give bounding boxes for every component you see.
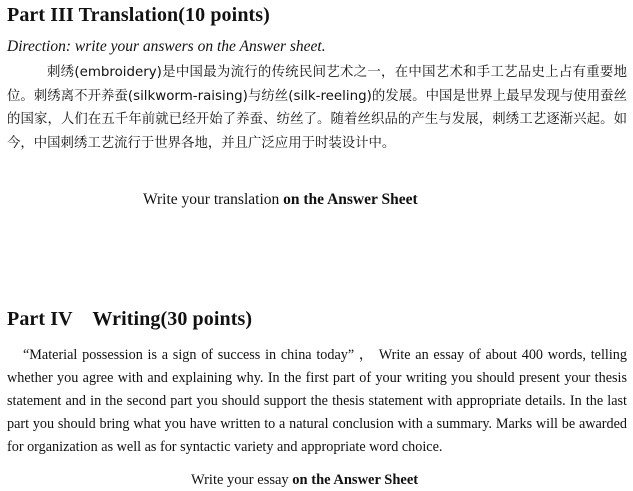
part3-answer-sheet-emphasis: on the Answer Sheet [283, 191, 418, 208]
part3-heading: Part III Translation(10 points) [7, 4, 270, 26]
part3-answer-instruction [143, 191, 418, 209]
part4-answer-instruction [191, 472, 418, 489]
part3-direction: Direction: write your answers on the Answer sheet. [7, 38, 326, 55]
part3-chinese-passage: 刺绣(embroidery)是中国最为流行的传统民间艺术之一，在中国艺术和手工艺品史上占有重要地位。刺绣离不开养蚕(silkworm-raising)与纺丝(silk-reeling)的发展。中国是世界上最早发现与使用蚕丝的国家，人们在五千年前就已经开始了养蚕、纺丝了。随着丝织品的产生与发展，刺绣工艺逐渐兴起。如今，中国刺绣工艺流行于世界各地，并且广泛应用于时装设计中。 [7, 65, 627, 151]
part3-answer-prefix: Write your translation [143, 191, 284, 208]
part4-heading [7, 308, 252, 331]
part4-answer-prefix: Write your essay [191, 472, 293, 488]
part4-answer-sheet-emphasis: on the Answer Sheet [292, 472, 419, 488]
part4-essay-prompt: “Material possession is a sign of success in china today” ， Write an essay of about 400 words, telling whether you agree with and explaining why. In the first part of your writing you should present your thesis statement and in the second part you should support the thesis statement with appropriate details. In the last part you should bring what you have written to a natural conclusion with a summary. Marks will be awarded for organization as well as for syntactic variety and appropriate word choice. [7, 347, 627, 455]
part4-heading-text: Part IV Writing(30 points) [7, 308, 253, 330]
